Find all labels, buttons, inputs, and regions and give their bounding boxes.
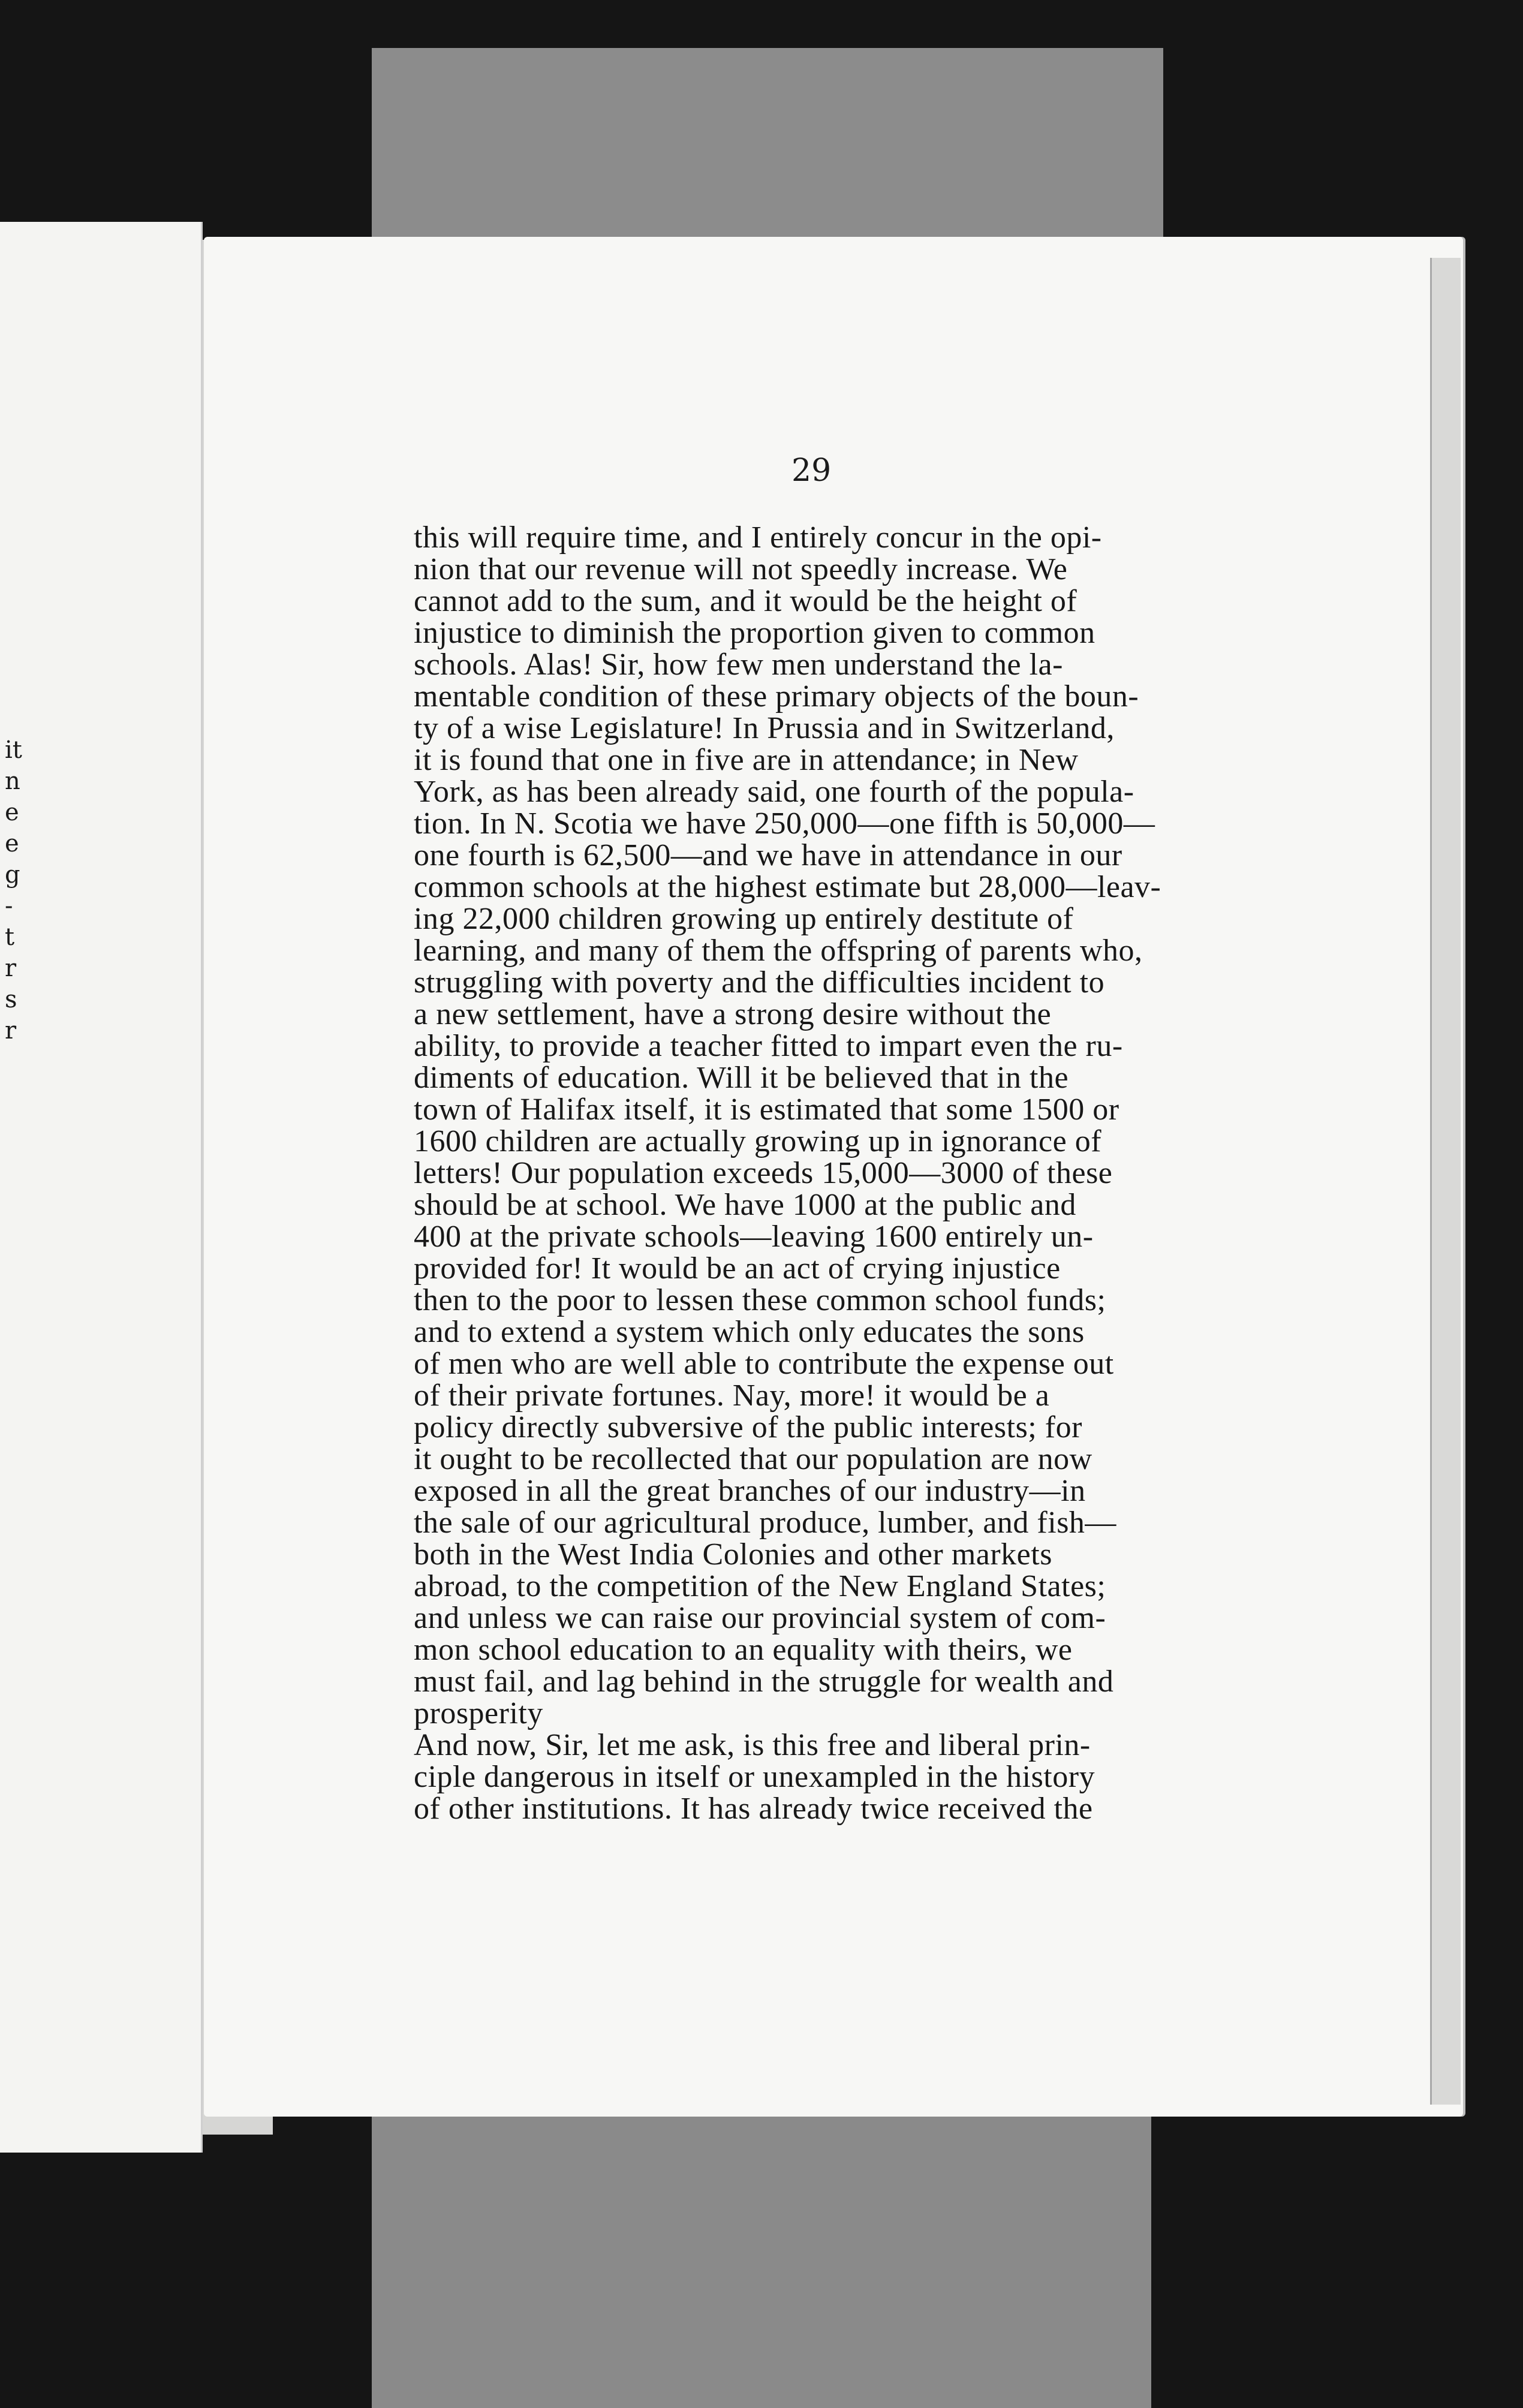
left-margin-char: s [5, 986, 17, 1013]
left-margin-char: r [5, 955, 17, 982]
text-line: ing 22,000 children growing up entirely destitute of [414, 902, 1074, 936]
text-line: this will require time, and I entirely concur in the opi- [414, 520, 1102, 555]
left-margin-char: t [5, 923, 15, 951]
text-line: it ought to be recollected that our population are now [414, 1442, 1092, 1476]
left-margin-char: g [5, 861, 20, 889]
text-line: of men who are well able to contribute the expense out [414, 1347, 1114, 1381]
text-line: it is found that one in five are in attendance; in New [414, 743, 1079, 777]
left-margin-char: e [5, 830, 19, 857]
text-line: 1600 children are actually growing up in ignorance of [414, 1124, 1102, 1158]
text-line: both in the West India Colonies and other markets [414, 1537, 1052, 1572]
text-line: policy directly subversive of the public interests; for [414, 1410, 1082, 1444]
text-line: struggling with poverty and the difficulties incident to [414, 965, 1105, 1000]
left-margin-char: - [5, 892, 13, 920]
text-line: ty of a wise Legislature! In Prussia and in Switzerland, [414, 711, 1115, 745]
text-line: injustice to diminish the proportion given to common [414, 616, 1095, 650]
text-line: then to the poor to lessen these common school funds; [414, 1283, 1106, 1317]
backing-board-bottom [372, 2111, 1151, 2408]
text-line: of other institutions. It has already twice received the [414, 1792, 1093, 1826]
text-line: mon school education to an equality with theirs, we [414, 1633, 1073, 1667]
left-margin-char: r [5, 1017, 17, 1045]
text-line: letters! Our population exceeds 15,000—3000 of these [414, 1156, 1113, 1190]
text-line: common schools at the highest estimate but 28,000—leav- [414, 870, 1161, 904]
text-line: 400 at the private schools—leaving 1600 entirely un- [414, 1220, 1094, 1254]
text-line: of their private fortunes. Nay, more! it would be a [414, 1378, 1050, 1413]
text-line: tion. In N. Scotia we have 250,000—one fifth is 50,000— [414, 806, 1155, 841]
body-text [414, 522, 1235, 1825]
text-line: and unless we can raise our provincial system of com- [414, 1601, 1106, 1635]
text-line: and to extend a system which only educates the sons [414, 1315, 1085, 1349]
page-number: 29 [791, 453, 832, 489]
left-page [0, 222, 203, 2153]
page-edge [1430, 258, 1461, 2105]
text-line: provided for! It would be an act of crying injustice [414, 1251, 1061, 1286]
text-line: the sale of our agricultural produce, lumber, and fish— [414, 1506, 1116, 1540]
text-line: should be at school. We have 1000 at the public and [414, 1188, 1076, 1222]
text-line: town of Halifax itself, it is estimated that some 1500 or [414, 1092, 1119, 1127]
text-line: York, as has been already said, one fourth of the popula- [414, 775, 1134, 809]
left-margin-char: it [5, 736, 22, 764]
text-line: ciple dangerous in itself or unexampled in the history [414, 1760, 1095, 1794]
text-line: exposed in all the great branches of our industry—in [414, 1474, 1086, 1508]
text-line: schools. Alas! Sir, how few men understand the la- [414, 648, 1063, 682]
backing-board-top [372, 48, 1163, 252]
text-line: diments of education. Will it be believed that in the [414, 1061, 1069, 1095]
text-line: And now, Sir, let me ask, is this free and liberal prin- [414, 1728, 1091, 1762]
text-line: prosperity [414, 1696, 543, 1730]
text-line: one fourth is 62,500—and we have in attendance in our [414, 838, 1122, 872]
text-line: must fail, and lag behind in the struggle for wealth and [414, 1664, 1114, 1699]
left-margin-char: n [5, 767, 20, 795]
left-margin-char: e [5, 799, 19, 826]
text-line: a new settlement, have a strong desire without the [414, 997, 1052, 1031]
text-line: mentable condition of these primary objects of the boun- [414, 679, 1139, 714]
text-line: abroad, to the competition of the New England States; [414, 1569, 1106, 1603]
text-line: learning, and many of them the offspring of parents who, [414, 934, 1143, 968]
text-line: nion that our revenue will not speedly increase. We [414, 552, 1068, 586]
text-line: ability, to provide a teacher fitted to impart even the ru- [414, 1029, 1123, 1063]
left-page-cut-text [5, 735, 23, 1046]
text-line: cannot add to the sum, and it would be the height of [414, 584, 1077, 618]
